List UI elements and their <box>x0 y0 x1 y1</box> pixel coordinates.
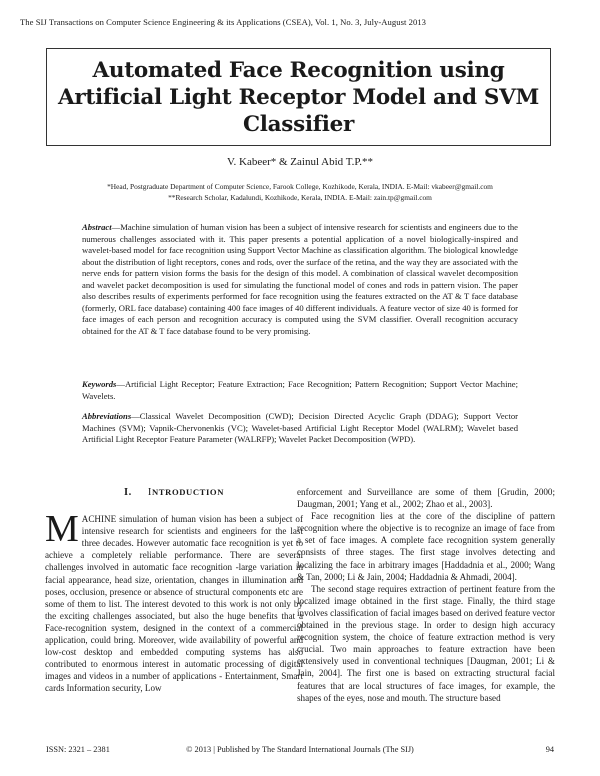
intro-paragraph-3: The second stage requires extraction of pertinent feature from the localized image obtained in the first stage. Finally, the third stage involves classification of facial images based on derived feature vector obtained in the previous stage. In order to design high accuracy recognition system, the choice of feature extraction method is very crucial. Two main approaches to feature extraction have been extensively used in conventional techniques [Daugman, 2001; Li & Jain, 2004]. The first one is based on extracting structural facial features that are local structures of face images, for example, the shapes of the eyes, nose and mouth. The structure based <box>297 583 555 703</box>
intro-paragraph-1-cont: enforcement and Surveillance are some of them [Grudin, 2000; Daugman, 2001; Yang et al., 2002; Zhao et al., 2003]. <box>297 487 555 510</box>
left-column <box>45 486 303 695</box>
section-title-first-letter: I <box>147 487 152 498</box>
abbreviations-text: —Classical Wavelet Decomposition (CWD); Decision Directed Acyclic Graph (DDAG); Support Vector Machines (SVM); Vapnik-Chervonenkis (VC); Wavelet-based Artificial Light Receptor Model (WALRM); Wavelet based Artificial Light Receptor Feature Parameter (WALRFP); Wavelet Packet Decomposition (WPD). <box>82 411 518 444</box>
title-box <box>46 48 551 146</box>
abbreviations-label: Abbreviations <box>82 411 132 421</box>
keywords <box>82 379 518 402</box>
intro-paragraph-1 <box>45 508 303 694</box>
affiliation-2: **Research Scholar, Kadalundi, Kozhikode, Kerala, INDIA. E-Mail: zain.tp@gmail.com <box>168 193 432 202</box>
affiliation-1: *Head, Postgraduate Department of Computer Science, Farook College, Kozhikode, Kerala, INDIA. E-Mail: vkabeer@gmail.com <box>107 182 493 191</box>
abstract-text: —Machine simulation of human vision has been a subject of intensive research for scientists and engineers due to the numerous challenges associated with it. This paper presents a potential application of a novel biologically-inspired and wavelet-based model for face recognition using Support Vector Machine as classification algorithm. The biological knowledge about the distribution of light receptors, cones and rods, over the surface of the retina, and the way they are associated with the nerve ends for pattern vision forms the basis for the design of this model. A combination of classical wavelet decomposition and wavelet packet decomposition is used for simulating the functional model of cones and rods in pattern vision. The paper also describes results of experiments performed for face recognition using the features extracted on the AT & T face database (formerly, ORL face database) containing 400 face images of 40 different individuals. A feature vector of size 40 is formed for face images of each person and recognition accuracy is computed using the SVM classifier. Overall recognition accuracy obtained for the AT & T face database found to be very promising. <box>82 222 518 336</box>
paper-title: Automated Face Recognition using Artificial Light Receptor Model and SVM Classifier <box>57 58 540 137</box>
keywords-text: —Artificial Light Receptor; Feature Extraction; Face Recognition; Pattern Recognition; Support Vector Machine; Wavelets. <box>82 379 518 401</box>
abstract <box>82 222 518 337</box>
page-number: 94 <box>545 745 554 754</box>
keywords-label: Keywords <box>82 379 117 389</box>
abbreviations <box>82 411 518 446</box>
intro-paragraph-2: Face recognition lies at the core of the discipline of pattern recognition where the objective is to recognize an image of face from a set of face images. A complete face recognition system generally consists of three stages. The first stage involves detecting and localizing the face in arbitrary images [Haddadnia et al., 2000; Wang & Tan, 2000; Li & Jain, 2004; Haddadnia & Ahmadi, 2004]. <box>297 511 555 582</box>
footer-issn: ISSN: 2321 – 2381 <box>46 745 110 754</box>
journal-header: The SIJ Transactions on Computer Science Engineering & its Applications (CSEA), Vol. 1, No. 3, July-August 2013 <box>20 17 427 27</box>
section-title-rest: NTRODUCTION <box>152 487 225 497</box>
intro-first-word-rest: ACHINE <box>81 514 117 525</box>
abstract-label: Abstract <box>82 222 112 232</box>
drop-cap: M <box>45 508 79 551</box>
footer-copyright: © 2013 | Published by The Standard International Journals (The SIJ) <box>186 745 414 754</box>
section-number: I. <box>123 487 132 498</box>
intro-paragraph-1-text: simulation of human vision has been a subject of intensive research for scientists and engineers for the last three decades. However automatic face recognition is yet to achieve a completely reliable performance. There are several challenges involved in automatic face recognition -large variation in facial appearance, head size, orientation, changes in illumination and poses, occlusion, presence or absence of structural components etc are some of them to list. The interest devoted to this work is not only by the exciting challenges associated, but also the huge benefits that a Face-recognition system, designed in the context of a commercial application, could bring. Moreover, wide availability of powerful and low-cost desktop and embedded computing systems has also contributed to enormous interest in automatic processing of digital images and videos in a number of applications - Entertainment, Smart cards Information security, Low <box>45 514 303 694</box>
authors: V. Kabeer* & Zainul Abid T.P.** <box>226 156 374 168</box>
right-column <box>297 486 555 704</box>
section-heading-introduction <box>45 486 303 499</box>
